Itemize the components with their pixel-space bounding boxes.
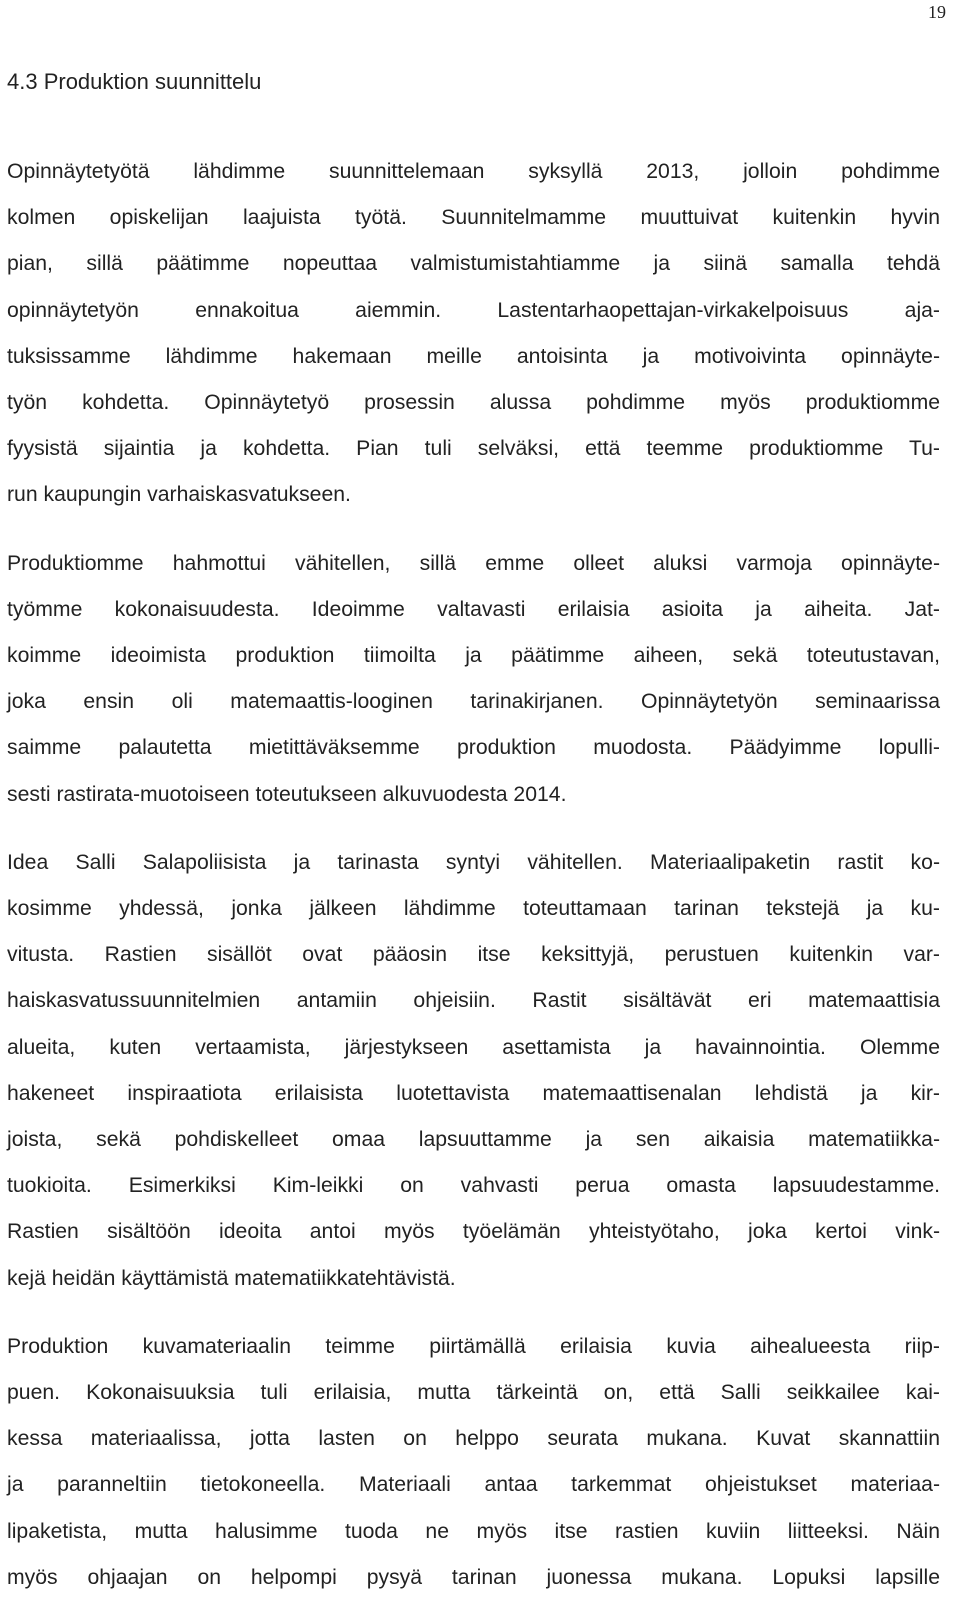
text-line: Opinnäytetyötä lähdimme suunnittelemaan syksyllä 2013, jolloin pohdimme xyxy=(7,160,940,183)
text-line: tuksissamme lähdimme hakemaan meille antoisinta ja motivoivinta opinnäyte- xyxy=(7,344,940,368)
text-line: kosimme yhdessä, jonka jälkeen lähdimme toteuttamaan tarinan tekstejä ja ku- xyxy=(7,897,940,921)
text-line: fyysistä sijaintia ja kohdetta. Pian tuli selväksi, että teemme produktiomme Tu- xyxy=(7,437,940,461)
text-line: työn kohdetta. Opinnäytetyö prosessin alussa pohdimme myös produktiomme xyxy=(7,391,940,415)
document-body xyxy=(7,62,940,1623)
text-line: työmme kokonaisuudesta. Ideoimme valtavasti erilaisia asioita ja aiheita. Jat- xyxy=(7,597,940,621)
paragraph xyxy=(7,840,940,1302)
text-line: pian, sillä päätimme nopeuttaa valmistumistahtiamme ja siinä samalla tehdä xyxy=(7,252,940,276)
text-line: ja paranneltiin tietokoneella. Materiaali antaa tarkemmat ohjeistukset materiaa- xyxy=(7,1473,940,1497)
text-line: alueita, kuten vertaamista, järjestykseen asettamista ja havainnointia. Olemme xyxy=(7,1035,940,1059)
text-line: kolmen opiskelijan laajuista työtä. Suunnitelmamme muuttuivat kuitenkin hyvin xyxy=(7,206,940,230)
paragraph xyxy=(7,1324,940,1601)
text-line: hakeneet inspiraatiota erilaisista luotettavista matemaattisenalan lehdistä ja kir- xyxy=(7,1081,940,1105)
text-line: Produktion kuvamateriaalin teimme piirtämällä erilaisia kuvia aihealueesta riip- xyxy=(7,1334,940,1358)
text-line: myös ohjaajan on helpompi pysyä tarinan juonessa mukana. Lopuksi lapsille xyxy=(7,1565,940,1589)
section-heading: 4.3 Produktion suunnittelu xyxy=(7,69,262,94)
text-line: vitusta. Rastien sisällöt ovat pääosin itse keksittyjä, perustuen kuitenkin var- xyxy=(7,943,940,967)
text-line: koimme ideoimista produktion tiimoilta ja päätimme aiheen, sekä toteutustavan, xyxy=(7,644,940,668)
text-line: Idea Salli Salapoliisista ja tarinasta syntyi vähitellen. Materiaalipaketin rastit ko- xyxy=(7,850,940,874)
text-line: kejä heidän käyttämistä matematiikkatehtävistä. xyxy=(7,1266,456,1290)
text-line: run kaupungin varhaiskasvatukseen. xyxy=(7,483,351,507)
text-line: kessa materiaalissa, jotta lasten on helppo seurata mukana. Kuvat skannattiin xyxy=(7,1427,940,1451)
paragraph xyxy=(7,149,940,519)
text-line: lipaketista, mutta halusimme tuoda ne myös itse rastien kuviin liitteeksi. Näin xyxy=(7,1519,940,1543)
text-line: joista, sekä pohdiskelleet omaa lapsuuttamme ja sen aikaisia matematiikka- xyxy=(7,1128,940,1152)
text-line: saimme palautetta mietittäväksemme produktion muodosta. Päädyimme lopulli- xyxy=(7,736,940,760)
text-line: opinnäytetyön ennakoitua aiemmin. Lastentarhaopettajan-virkakelpoisuus aja- xyxy=(7,298,940,322)
text-line: Produktiomme hahmottui vähitellen, sillä emme olleet aluksi varmoja opinnäyte- xyxy=(7,551,940,575)
text-line: sesti rastirata-muotoiseen toteutukseen alkuvuodesta 2014. xyxy=(7,782,567,806)
page-number: 19 xyxy=(928,2,946,22)
text-line: tuokioita. Esimerkiksi Kim-leikki on vahvasti perua omasta lapsuudestamme. xyxy=(7,1174,940,1198)
text-line: puen. Kokonaisuuksia tuli erilaisia, mutta tärkeintä on, että Salli seikkailee kai- xyxy=(7,1381,940,1405)
text-line: Rastien sisältöön ideoita antoi myös työelämän yhteistyötaho, joka kertoi vink- xyxy=(7,1220,940,1244)
text-line: joka ensin oli matemaattis-looginen tarinakirjanen. Opinnäytetyön seminaarissa xyxy=(7,690,940,714)
text-line: haiskasvatussuunnitelmien antamiin ohjeisiin. Rastit sisältävät eri matemaattisia xyxy=(7,989,940,1013)
paragraph xyxy=(7,541,940,818)
